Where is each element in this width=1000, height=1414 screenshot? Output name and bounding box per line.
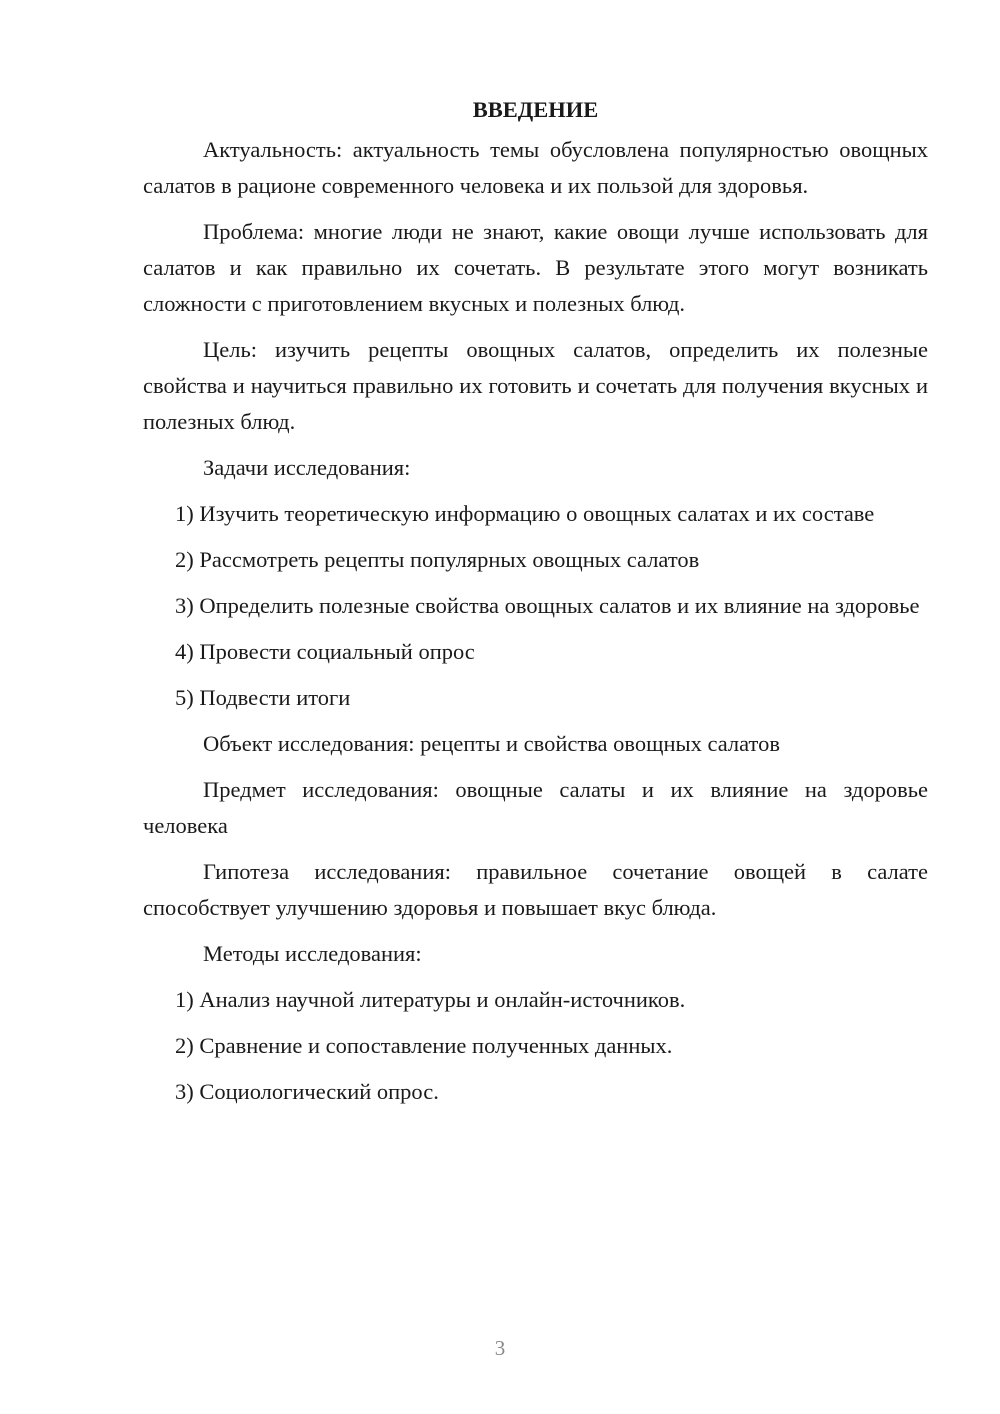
task-item-2: 2) Рассмотреть рецепты популярных овощных салатов — [175, 547, 700, 572]
section-title: ВВЕДЕНИЕ — [472, 97, 599, 122]
paragraph-problem: Проблема: многие люди не знают, какие овощи лучше использовать для салатов и как правильно их сочетать. В результате этого могут возникать сложности с приготовлением вкусных и полезных блюд. — [143, 219, 928, 316]
method-item-2: 2) Сравнение и сопоставление полученных данных. — [175, 1033, 673, 1058]
page-number: 3 — [494, 1336, 506, 1360]
method-item-1: 1) Анализ научной литературы и онлайн-источников. — [175, 987, 686, 1012]
paragraph-object: Объект исследования: рецепты и свойства овощных салатов — [203, 731, 780, 756]
task-item-3: 3) Определить полезные свойства овощных салатов и их влияние на здоровье — [175, 593, 920, 618]
paragraph-subject: Предмет исследования: овощные салаты и их влияние на здоровье человека — [143, 777, 928, 838]
task-item-4: 4) Провести социальный опрос — [175, 639, 475, 664]
paragraph-tasks-heading: Задачи исследования: — [203, 455, 411, 480]
paragraph-goal: Цель: изучить рецепты овощных салатов, определить их полезные свойства и научиться правильно их готовить и сочетать для получения вкусных и полезных блюд. — [143, 337, 928, 434]
method-item-3: 3) Социологический опрос. — [175, 1079, 439, 1104]
task-item-1: 1) Изучить теоретическую информацию о овощных салатах и их составе — [175, 501, 875, 526]
document-page — [143, 92, 928, 1120]
paragraph-relevance: Актуальность: актуальность темы обусловлена популярностью овощных салатов в рационе современного человека и их пользой для здоровья. — [143, 137, 928, 198]
paragraph-hypothesis: Гипотеза исследования: правильное сочетание овощей в салате способствует улучшению здоровья и повышает вкус блюда. — [143, 859, 928, 920]
task-item-5: 5) Подвести итоги — [175, 685, 351, 710]
paragraph-methods-heading: Методы исследования: — [203, 941, 422, 966]
